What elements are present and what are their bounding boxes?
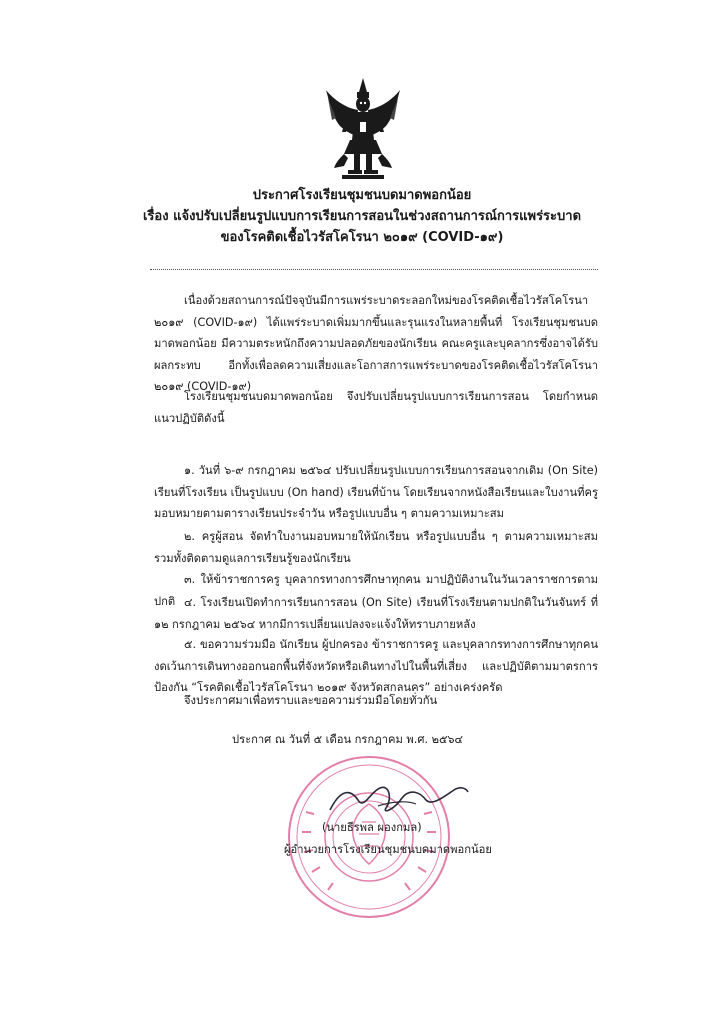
announcement-title: ประกาศโรงเรียนชุมชนบดมาดพอกน้อย (252, 188, 472, 203)
decision-paragraph (154, 386, 598, 429)
list-item: ๑. วันที่ ๖-๙ กรกฎาคม ๒๕๖๔ ปรับเปลี่ยนรูปแบบการเรียนการสอนจากเดิม (On Site) เรียนที่โรงเรียน เป็นรูปแบบ (On hand) เรียนที่บ้าน โดยเรียนจากหนังสือเรียนและใบงานที่ครูมอบหมายตามตารางเรียนประจำวัน หรือรูปแบบอื่น ๆ ตามความเหมาะสม (154, 464, 598, 520)
announcement-subject: เรื่อง แจ้งปรับเปลี่ยนรูปแบบการเรียนการสอนในช่วงสถานการณ์การแพร่ระบาด (142, 209, 582, 224)
list-item: ๕. ขอความร่วมมือ นักเรียน ผู้ปกครอง ข้าราชการครู และบุคลากรทางการศึกษาทุกคน งดเว้นการเดินทางออกนอกพื้นที่จังหวัดหรือเดินทางไปในพื้นที่เสี่ยง และปฏิบัติตามมาตรการป้องกัน “โรคติดเชื้อไวรัสโคโรนา ๒๐๑๙ จังหวัดสกลนคร” อย่างเคร่งครัด (154, 638, 598, 694)
intro-text: เนื่องด้วยสถานการณ์ปัจจุบันมีการแพร่ระบาดระลอกใหม่ของโรคติดเชื้อไวรัสโคโรนา ๒๐๑๙ (COVID-๑๙) ได้แพร่ระบาดเพิ่มมากขึ้นและรุนแรงในหลายพื้นที่ โรงเรียนชุมชนบดมาดพอกน้อย มีความตระหนักถึงความปลอดภัยของนักเรียน คณะครูและบุคลากรซึ่งอาจได้รับผลกระทบ อีกทั้งเพื่อลดความเสี่ยงและโอกาสการแพร่ระบาดของโรคติดเชื้อไวรัสโคโรนา ๒๐๑๙ (COVID-๑๙) (154, 294, 598, 393)
list-item: ๒. ครูผู้สอน จัดทำใบงานมอบหมายให้นักเรียน หรือรูปแบบอื่น ๆ ตามความเหมาะสม รวมทั้งติดตามดูแลการเรียนรู้ของนักเรียน (154, 530, 598, 565)
list-item: ๓. ให้ข้าราชการครู บุคลากรทางการศึกษาทุกคน มาปฏิบัติงานในวันเวลาราชการตามปกติ (154, 573, 598, 608)
announcement-subject-continued: ของโรคติดเชื้อไวรัสโคโรนา ๒๐๑๙ (COVID-๑๙) (220, 230, 504, 245)
list-item: ๔. โรงเรียนเปิดทำการเรียนการสอน (On Site) เรียนที่โรงเรียนตามปกติในวันจันทร์ ที่ ๑๒ กรกฎาคม ๒๕๖๔ หากมีการเปลี่ยนแปลงจะแจ้งให้ทราบภายหลัง (154, 596, 598, 631)
announcement-date: ประกาศ ณ วันที่ ๕ เดือน กรกฎาคม พ.ศ. ๒๕๖๔ (232, 733, 463, 746)
closing-sentence: จึงประกาศมาเพื่อทราบและขอความร่วมมือโดยทั่วกัน (184, 694, 438, 707)
decision-text: โรงเรียนชุมชนบดมาดพอกน้อย จึงปรับเปลี่ยนรูปแบบการเรียนการสอน โดยกำหนดแนวปฏิบัติดังนี้ (154, 390, 598, 425)
signer-position: ผู้อำนวยการโรงเรียนชุมชนบดมาดพอกน้อย (284, 843, 492, 856)
intro-paragraph (154, 290, 598, 398)
garuda-emblem-icon (322, 78, 404, 180)
signer-name: (นายธีรพล ผองกมล) (322, 821, 422, 834)
dotted-divider (150, 269, 598, 270)
